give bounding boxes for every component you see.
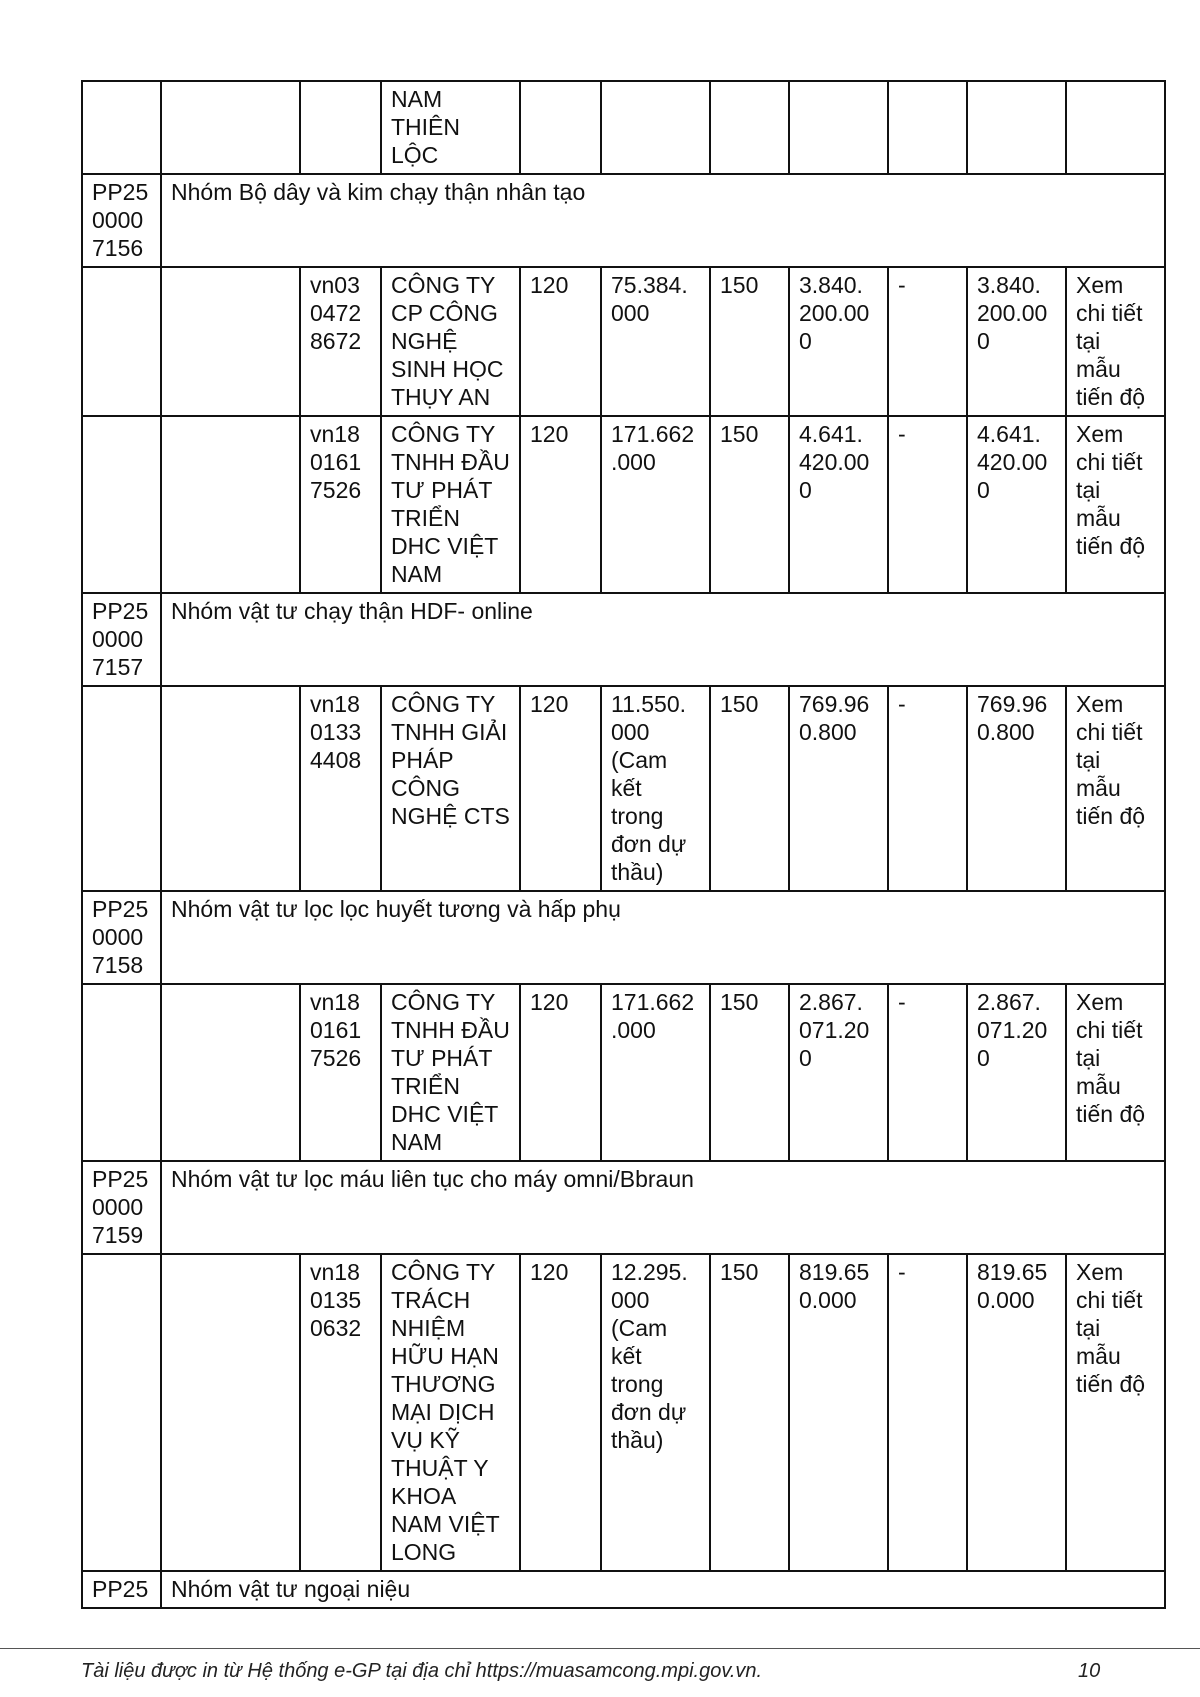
cell-text: 12.295. 000 (Cam kết trong đơn dự thầu)	[611, 1259, 688, 1453]
table-cell	[1066, 267, 1165, 416]
table-cell	[381, 267, 520, 416]
table-cell	[520, 1254, 601, 1571]
table-cell	[710, 267, 789, 416]
table-cell	[1066, 1254, 1165, 1571]
table-cell	[789, 1254, 888, 1571]
cell-text: 4.641. 420.00 0	[977, 421, 1048, 503]
table-cell	[789, 416, 888, 593]
table-cell	[520, 416, 601, 593]
cell-text: vn03 0472 8672	[310, 272, 362, 354]
table-cell	[82, 81, 161, 174]
group-code-text: PP25 0000 7158	[92, 896, 149, 978]
group-header-row	[82, 891, 1165, 984]
table-cell	[601, 267, 710, 416]
cell-text: 171.662 .000	[611, 421, 695, 475]
cell-text: 3.840. 200.00 0	[977, 272, 1048, 354]
bidder-row	[82, 416, 1165, 593]
table-cell	[601, 416, 710, 593]
table-cell	[381, 1254, 520, 1571]
table-cell	[888, 81, 967, 174]
bidder-row	[82, 1254, 1165, 1571]
cell-text: 75.384. 000	[611, 272, 688, 326]
table-cell	[601, 1254, 710, 1571]
table-cell	[888, 267, 967, 416]
table-cell	[710, 81, 789, 174]
cell-text: vn18 0135 0632	[310, 1259, 362, 1341]
table-cell	[161, 984, 300, 1161]
group-name	[161, 891, 1165, 984]
table-cell	[967, 686, 1066, 891]
table-cell	[789, 267, 888, 416]
table-cell	[381, 984, 520, 1161]
cell-text: 2.867. 071.20 0	[977, 989, 1048, 1071]
cell-text: 819.65 0.000	[799, 1259, 870, 1313]
table-cell	[520, 686, 601, 891]
table-cell	[161, 416, 300, 593]
cell-text: -	[898, 272, 906, 298]
group-code	[82, 1571, 161, 1608]
table-cell	[161, 686, 300, 891]
table-cell	[888, 1254, 967, 1571]
group-name	[161, 1161, 1165, 1254]
table-cell	[789, 984, 888, 1161]
table-cell	[888, 686, 967, 891]
cell-text: CÔNG TY TNHH ĐẦU TƯ PHÁT TRIỂN DHC VIỆT NAM	[391, 421, 510, 587]
group-header-row	[82, 174, 1165, 267]
table-cell	[381, 416, 520, 593]
group-name	[161, 1571, 1165, 1608]
table-cell	[710, 984, 789, 1161]
cell-text: CÔNG TY TNHH GIẢI PHÁP CÔNG NGHỆ CTS	[391, 691, 510, 829]
cell-text: 4.641. 420.00 0	[799, 421, 870, 503]
table-cell	[381, 81, 520, 174]
table-cell	[967, 1254, 1066, 1571]
cell-text: 120	[530, 421, 569, 447]
table-cell	[888, 416, 967, 593]
cell-text: -	[898, 421, 906, 447]
group-code-text: PP25 0000 7157	[92, 598, 149, 680]
table-cell	[967, 267, 1066, 416]
table-cell	[300, 267, 381, 416]
table-cell	[82, 1254, 161, 1571]
group-code	[82, 1161, 161, 1254]
table-cell	[1066, 984, 1165, 1161]
cell-text: CÔNG TY TRÁCH NHIỆM HỮU HẠN THƯƠNG MẠI DỊCH VỤ KỸ THUẬT Y KHOA NAM VIỆT LONG	[391, 1259, 500, 1565]
cell-text: 819.65 0.000	[977, 1259, 1048, 1313]
bid-results-table	[81, 80, 1166, 1609]
table-cell	[161, 81, 300, 174]
table-cell	[1066, 686, 1165, 891]
table-cell	[300, 1254, 381, 1571]
cell-text: 150	[720, 272, 759, 298]
cell-text: CÔNG TY CP CÔNG NGHỆ SINH HỌC THỤY AN	[391, 272, 504, 410]
table-cell	[520, 81, 601, 174]
cell-text: 120	[530, 1259, 569, 1285]
bidder-row	[82, 984, 1165, 1161]
cell-text: 2.867. 071.20 0	[799, 989, 870, 1071]
cell-text: Xem chi tiết tại mẫu tiến độ	[1076, 691, 1146, 829]
group-code-text: PP25 0000 7159	[92, 1166, 149, 1248]
table-cell	[967, 984, 1066, 1161]
cell-text: 120	[530, 272, 569, 298]
cell-text: Xem chi tiết tại mẫu tiến độ	[1076, 421, 1146, 559]
table-cell	[520, 267, 601, 416]
group-name	[161, 174, 1165, 267]
group-header-row	[82, 1161, 1165, 1254]
cell-text: vn18 0161 7526	[310, 421, 362, 503]
table-cell	[601, 984, 710, 1161]
table-cell	[789, 686, 888, 891]
group-name-text: Nhóm Bộ dây và kim chạy thận nhân tạo	[171, 179, 586, 205]
group-code	[82, 593, 161, 686]
cell-text: 150	[720, 1259, 759, 1285]
group-name-text: Nhóm vật tư lọc máu liên tục cho máy omni/Bbraun	[171, 1166, 694, 1192]
table-cell	[1066, 416, 1165, 593]
table-cell	[82, 416, 161, 593]
cell-text: 769.96 0.800	[977, 691, 1048, 745]
table-cell	[161, 1254, 300, 1571]
cell-text: 150	[720, 421, 759, 447]
cell-text: -	[898, 989, 906, 1015]
table-cell	[789, 81, 888, 174]
cell-text: 120	[530, 691, 569, 717]
table-cell	[300, 81, 381, 174]
cell-text: vn18 0161 7526	[310, 989, 362, 1071]
cell-text: 150	[720, 989, 759, 1015]
cell-text: -	[898, 1259, 906, 1285]
table-cell	[710, 416, 789, 593]
cell-text: Xem chi tiết tại mẫu tiến độ	[1076, 989, 1146, 1127]
table-cell	[710, 1254, 789, 1571]
table-cell	[1066, 81, 1165, 174]
group-name-text: Nhóm vật tư ngoại niệu	[171, 1576, 411, 1602]
page-number: 10	[1078, 1660, 1101, 1682]
cell-text: 11.550. 000 (Cam kết trong đơn dự thầu)	[611, 691, 687, 885]
cell-text: -	[898, 691, 906, 717]
table-cell	[82, 984, 161, 1161]
table-cell	[82, 686, 161, 891]
group-code-text: PP25 0000 7156	[92, 179, 149, 261]
cell-text: Xem chi tiết tại mẫu tiến độ	[1076, 272, 1146, 410]
table-cell	[967, 416, 1066, 593]
group-code	[82, 174, 161, 267]
table-cell	[888, 984, 967, 1161]
footer-divider	[0, 1648, 1200, 1649]
cell-text: 171.662 .000	[611, 989, 695, 1043]
table-cell	[300, 686, 381, 891]
table-cell	[710, 686, 789, 891]
table-cell	[300, 416, 381, 593]
group-name-text: Nhóm vật tư chạy thận HDF- online	[171, 598, 533, 624]
cell-text: 120	[530, 989, 569, 1015]
group-code	[82, 891, 161, 984]
table-cell	[161, 267, 300, 416]
bidder-row	[82, 81, 1165, 174]
group-name-text: Nhóm vật tư lọc lọc huyết tương và hấp phụ	[171, 896, 621, 922]
cell-text: Xem chi tiết tại mẫu tiến độ	[1076, 1259, 1146, 1397]
footer-source-note: Tài liệu được in từ Hệ thống e-GP tại địa chỉ https://muasamcong.mpi.gov.vn.	[81, 1660, 763, 1682]
table-body	[82, 81, 1165, 1608]
cell-text: NAM THIÊN LỘC	[391, 86, 460, 168]
table-cell	[601, 686, 710, 891]
group-code-text: PP25	[92, 1576, 149, 1602]
group-name	[161, 593, 1165, 686]
group-header-row	[82, 1571, 1165, 1608]
cell-text: vn18 0133 4408	[310, 691, 362, 773]
cell-text: 3.840. 200.00 0	[799, 272, 870, 354]
table-cell	[520, 984, 601, 1161]
table-cell	[82, 267, 161, 416]
table-cell	[601, 81, 710, 174]
bidder-row	[82, 686, 1165, 891]
cell-text: 150	[720, 691, 759, 717]
cell-text: CÔNG TY TNHH ĐẦU TƯ PHÁT TRIỂN DHC VIỆT NAM	[391, 989, 510, 1155]
cell-text: 769.96 0.800	[799, 691, 870, 745]
table-cell	[967, 81, 1066, 174]
table-cell	[300, 984, 381, 1161]
bidder-row	[82, 267, 1165, 416]
table-cell	[381, 686, 520, 891]
group-header-row	[82, 593, 1165, 686]
